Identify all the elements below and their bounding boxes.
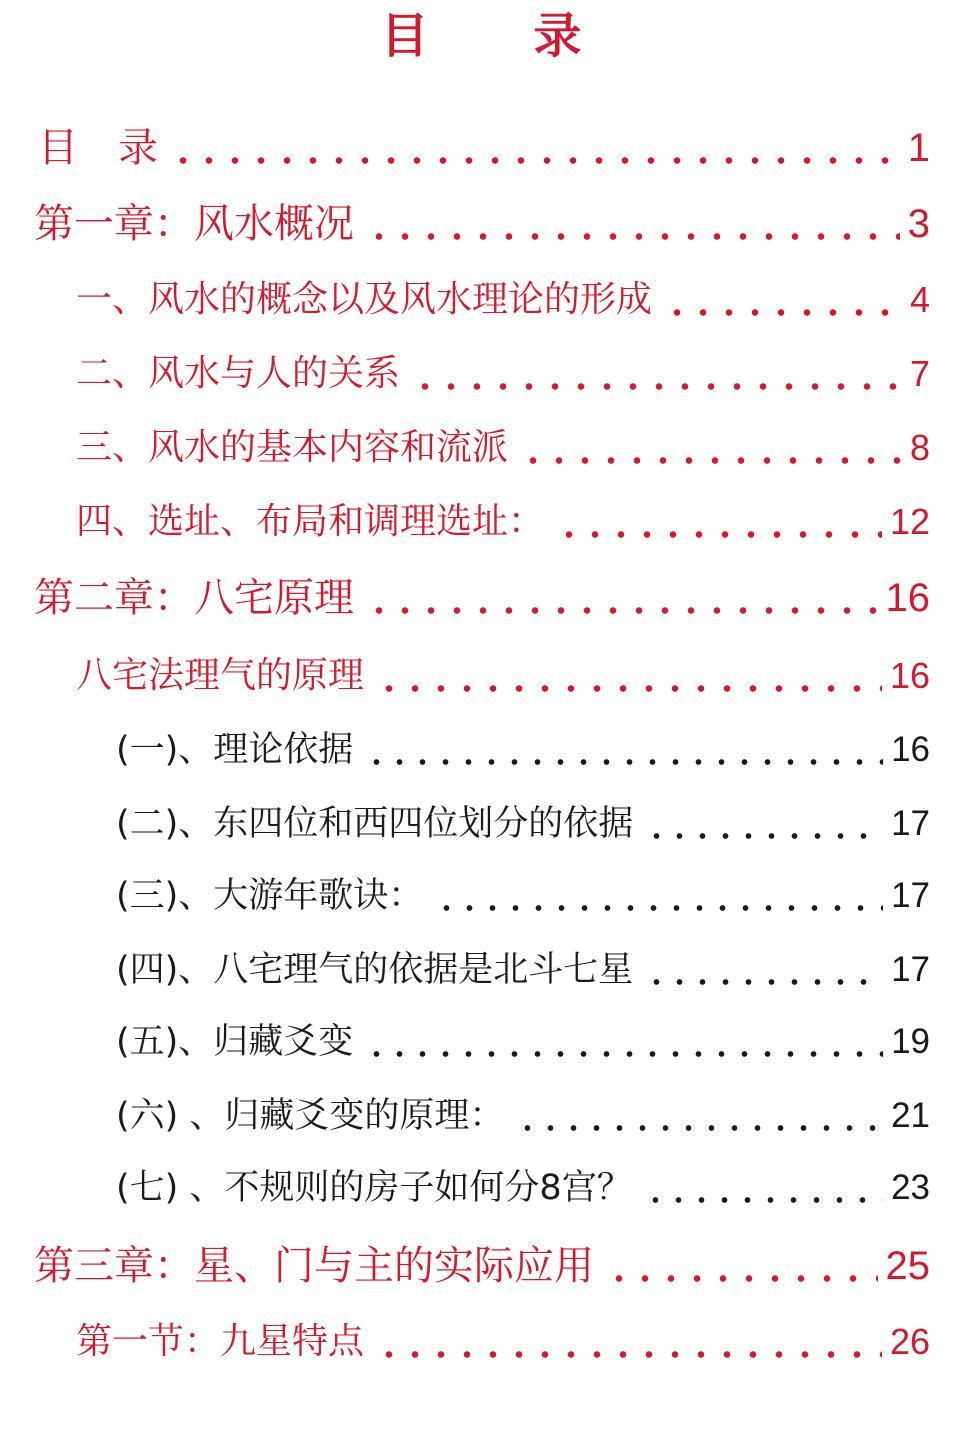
toc-leader-dots bbox=[170, 118, 900, 178]
toc-page-number: 1 bbox=[907, 126, 930, 170]
toc-entry-label: (二)、东四位和西四位划分的依据 bbox=[116, 804, 634, 844]
toc-page-number: 19 bbox=[891, 1022, 930, 1061]
toc-entry-subsection-6[interactable] bbox=[116, 1086, 930, 1146]
toc-entry-label: 二、风水与人的关系 bbox=[76, 353, 401, 394]
toc-entry-subsection-5[interactable] bbox=[116, 1012, 930, 1072]
toc-page-number: 8 bbox=[909, 427, 930, 468]
toc-leader-dots bbox=[412, 344, 902, 404]
toc-page-number: 7 bbox=[909, 353, 930, 394]
toc-page-number: 16 bbox=[891, 730, 930, 769]
toc-page-number: 16 bbox=[885, 576, 930, 620]
toc-entry-subsection-7[interactable] bbox=[116, 1158, 930, 1218]
toc-entry-label: (六) 、归藏爻变的原理： bbox=[116, 1096, 505, 1136]
toc-page-number: 4 bbox=[909, 279, 930, 320]
toc-entry-label: 八宅法理气的原理 bbox=[76, 655, 365, 696]
toc-entry-label: 第二章：八宅原理 bbox=[34, 575, 354, 621]
toc-leader-dots bbox=[366, 568, 878, 628]
toc-entry-label: (五)、归藏爻变 bbox=[116, 1022, 354, 1062]
toc-entry-label: (四)、八宅理气的依据是北斗七星 bbox=[116, 950, 634, 990]
toc-entry-label: 四、选址、布局和调理选址： bbox=[76, 501, 545, 542]
toc-page-number: 17 bbox=[891, 876, 930, 915]
toc-entry-chapter-3[interactable] bbox=[34, 1236, 930, 1296]
toc-entry-section-2-1[interactable] bbox=[76, 646, 930, 706]
toc-leader-dots bbox=[365, 1012, 883, 1072]
toc-entry-chapter-2[interactable] bbox=[34, 568, 930, 628]
toc-leader-dots bbox=[644, 1158, 883, 1218]
toc-page-number: 16 bbox=[889, 655, 930, 696]
toc-leader-dots bbox=[376, 1312, 882, 1372]
toc-leader-dots bbox=[645, 940, 883, 1000]
toc-leader-dots bbox=[556, 492, 882, 552]
toc-leader-dots bbox=[516, 1086, 883, 1146]
toc-leader-dots bbox=[365, 720, 883, 780]
toc-leader-dots bbox=[520, 418, 902, 478]
toc-page-number: 23 bbox=[891, 1168, 930, 1207]
toc-page-number: 17 bbox=[891, 804, 930, 843]
toc-leader-dots bbox=[606, 1236, 878, 1296]
toc-entry-label: (七) 、不规则的房子如何分8宫？ bbox=[116, 1168, 632, 1208]
toc-entry-subsection-3[interactable] bbox=[116, 866, 930, 926]
toc-page-number: 26 bbox=[889, 1321, 930, 1362]
toc-entry-section-1-3[interactable] bbox=[76, 418, 930, 478]
toc-entry-section-3-1[interactable] bbox=[76, 1312, 930, 1372]
toc-entry-label: (三)、大游年歌诀： bbox=[116, 876, 424, 916]
toc-page-number: 17 bbox=[891, 950, 930, 989]
toc-leader-dots bbox=[435, 866, 883, 926]
toc-entry-label: 三、风水的基本内容和流派 bbox=[76, 427, 509, 468]
toc-entry-chapter-1[interactable] bbox=[34, 194, 930, 254]
toc-entry-label: 第一节：九星特点 bbox=[76, 1321, 365, 1362]
toc-entry-subsection-2[interactable] bbox=[116, 794, 930, 854]
toc-entry-subsection-1[interactable] bbox=[116, 720, 930, 780]
toc-entry-label: 第三章：星、门与主的实际应用 bbox=[34, 1243, 594, 1289]
toc-entry-section-1-4[interactable] bbox=[76, 492, 930, 552]
toc-title: 目 录 bbox=[380, 8, 626, 64]
toc-entry-contents[interactable] bbox=[38, 118, 930, 178]
toc-page-number: 3 bbox=[907, 202, 930, 246]
toc-entry-label: 第一章：风水概况 bbox=[34, 201, 354, 247]
toc-entry-label: 一、风水的概念以及风水理论的形成 bbox=[76, 279, 653, 320]
toc-page-number: 12 bbox=[889, 501, 930, 542]
toc-page-number: 21 bbox=[891, 1096, 930, 1135]
toc-entry-label: 目 录 bbox=[38, 125, 158, 171]
toc-entry-section-1-1[interactable] bbox=[76, 270, 930, 330]
toc-page-number: 25 bbox=[885, 1244, 930, 1288]
toc-leader-dots bbox=[664, 270, 902, 330]
toc-leader-dots bbox=[645, 794, 883, 854]
toc-leader-dots bbox=[376, 646, 882, 706]
toc-entry-label: (一)、理论依据 bbox=[116, 730, 354, 770]
toc-entry-section-1-2[interactable] bbox=[76, 344, 930, 404]
toc-entry-subsection-4[interactable] bbox=[116, 940, 930, 1000]
toc-leader-dots bbox=[366, 194, 900, 254]
